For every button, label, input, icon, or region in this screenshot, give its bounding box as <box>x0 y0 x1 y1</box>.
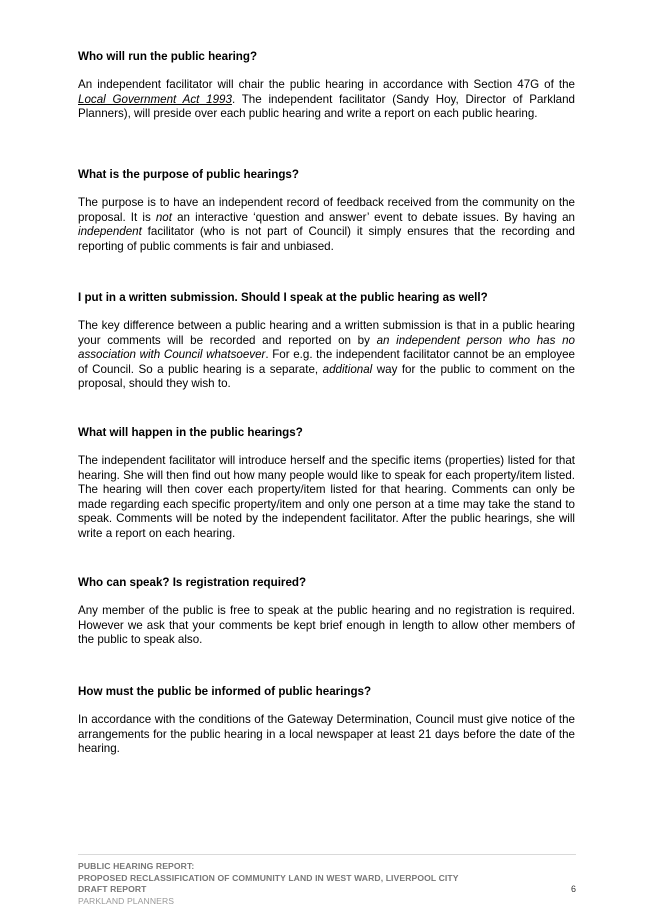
section-paragraph: The independent facilitator will introduce herself and the specific items (properties) listed for that hearing. She will then find out how many people would like to speak for each property/item listed. The hearing will then cover each property/item listed for that hearing. Comments can only be made regarding each specific property/item and only one person at a time may take the stand to speak. Comments will be noted by the independent facilitator. After the public hearings, she will write a report on each hearing. <box>78 454 575 540</box>
section-written-submission <box>78 290 575 425</box>
section-heading: Who will run the public hearing? <box>78 50 258 63</box>
section-what-happens <box>78 425 575 575</box>
section-heading: What is the purpose of public hearings? <box>78 168 299 181</box>
section-paragraph: An independent facilitator will chair the public hearing in accordance with Section 47G of the Local Government Act 1993. The independent facilitator (Sandy Hoy, Director of Parkland Planners), will preside over each public hearing and write a report on each public hearing. <box>78 78 576 121</box>
footer-draft-label: DRAFT REPORT <box>78 884 147 895</box>
footer-author: PARKLAND PLANNERS <box>78 895 175 906</box>
page-number: 6 <box>570 884 576 895</box>
section-paragraph: The purpose is to have an independent record of feedback received from the community on the proposal. It is not an interactive ‘question and answer’ event to debate issues. By having an independent facilitator (who is not part of Council) it simply ensures that the recording and reporting of public comments is fair and unbiased. <box>78 196 575 253</box>
act-citation: Local Government Act 1993 <box>78 92 232 106</box>
section-paragraph: Any member of the public is free to speak at the public hearing and no registration is required. However we ask that your comments be kept brief enough in length to allow other members of the public to speak also. <box>78 604 575 647</box>
footer-report-title: PROPOSED RECLASSIFICATION OF COMMUNITY LAND IN WEST WARD, LIVERPOOL CITY <box>78 872 459 883</box>
document-body <box>78 49 575 757</box>
section-purpose <box>78 167 575 290</box>
section-heading: Who can speak? Is registration required? <box>78 576 307 589</box>
section-public-informed <box>78 684 575 757</box>
section-heading: I put in a written submission. Should I speak at the public hearing as well? <box>78 291 488 304</box>
section-heading: How must the public be informed of public hearings? <box>78 685 372 698</box>
section-heading: What will happen in the public hearings? <box>78 426 303 439</box>
page-footer <box>78 854 576 907</box>
section-paragraph: In accordance with the conditions of the Gateway Determination, Council must give notice of the arrangements for the public hearing in a local newspaper at least 21 days before the date of the hearing. <box>78 713 575 756</box>
section-who-can-speak <box>78 575 575 684</box>
section-who-runs-hearing <box>78 49 575 167</box>
footer-report-label: PUBLIC HEARING REPORT: <box>78 861 195 871</box>
section-paragraph: The key difference between a public hearing and a written submission is that in a public hearing your comments will be recorded and reported on by an independent person who has no association with Council whatsoever. For e.g. the independent facilitator cannot be an employee of Council. So a public hearing is a separate, additional way for the public to comment on the proposal, should they wish to. <box>78 319 576 391</box>
